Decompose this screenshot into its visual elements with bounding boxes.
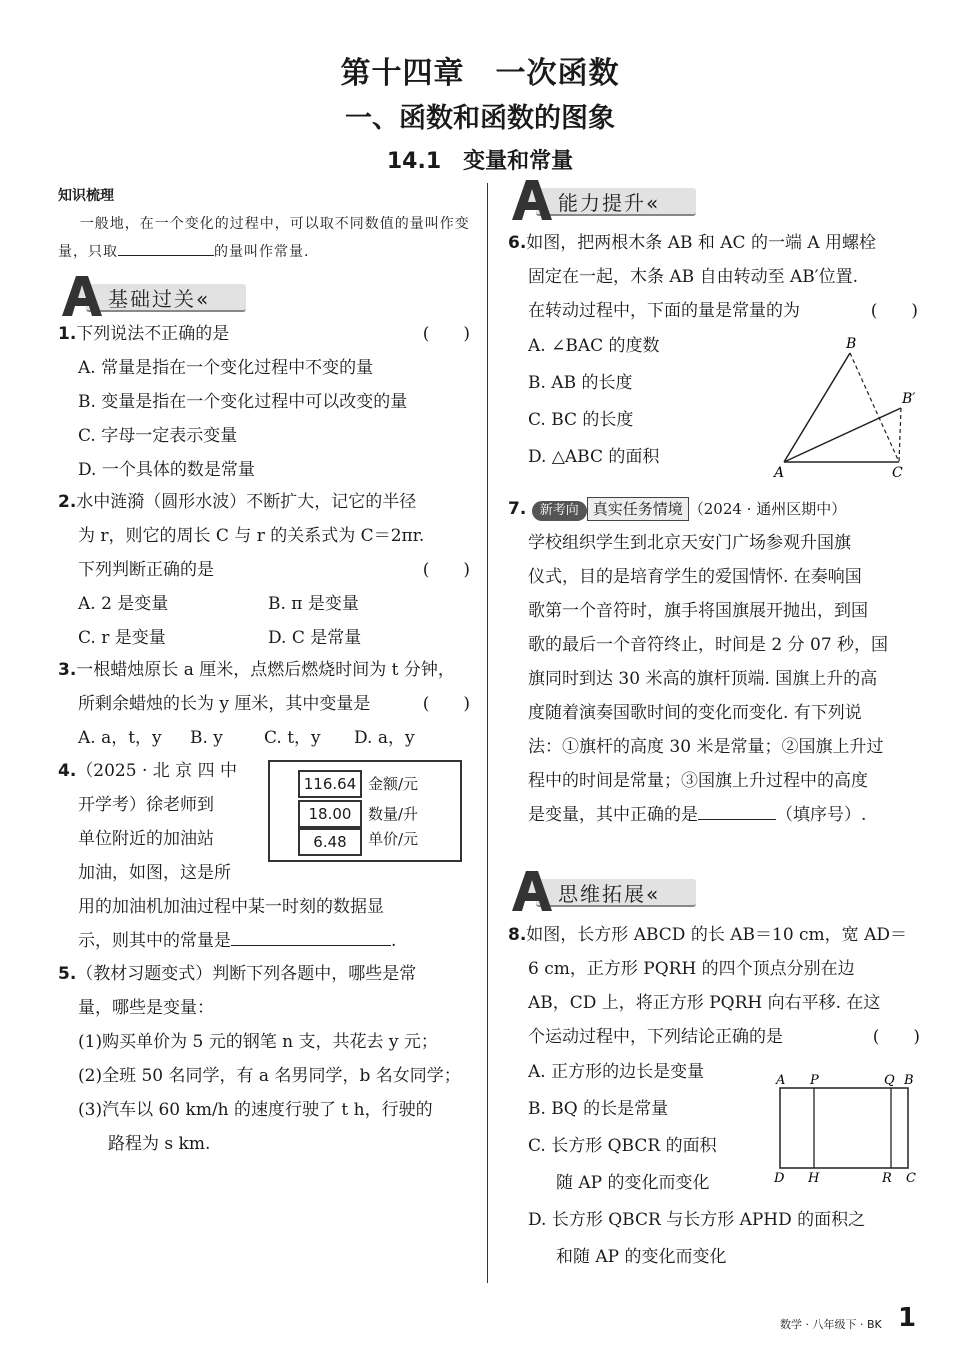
option-a: A. a，t，y <box>78 728 162 748</box>
option-d: D. a，y <box>354 728 415 748</box>
amount-value: 116.64 <box>298 770 362 798</box>
option-c: C. t，y <box>264 728 321 748</box>
question-3: 3.一根蜡烛原长 a 厘米，点燃后燃烧时间为 t 分钟， 所剩余蜡烛的长为 y 厘米，其中变量是 ( ) A. a，t，y B. y C. t，y D. a，y <box>58 653 470 755</box>
header-ability-label: 能力提升« <box>558 191 661 215</box>
question-1: 1.下列说法不正确的是 ( ) A. 常量是指在一个变化过程中不变的量 B. 变量是指在一个变化过程中可以改变的量 C. 字母一定表示变量 D. 一个具体的数是常量 <box>58 317 470 487</box>
option-b: B. AB 的长度 <box>528 373 633 393</box>
rectangle-figure <box>772 1070 922 1190</box>
option-a: A. 常量是指在一个变化过程中不变的量 <box>78 358 374 378</box>
option-c: C. BC 的长度 <box>528 410 634 430</box>
section-title: 一、函数和函数的图象 <box>345 103 615 134</box>
page-number: 1 <box>898 1303 917 1333</box>
label-Q: Q <box>884 1073 895 1088</box>
option-a: A. 正方形的边长是变量 <box>528 1062 705 1082</box>
question-8: 8.如图，长方形 ABCD 的长 AB＝10 cm，宽 AD＝ 6 cm，正方形 PQRH 的四个顶点分别在边 AB，CD 上，将正方形 PQRH 向右平移. 在这 个运动过程中，下列结论正确的是 ( ) A. 正方形的边长是变量 B. BQ 的长是常量 C. 长方形 QBCR 的面积 随 AP 的变化而变化 D. 长方形 QBCR 与长方形 APHD 的面积之 和随 AP 的变化而变化 <box>508 925 920 1267</box>
label-R: R <box>882 1171 892 1186</box>
section-a-icon <box>62 274 102 318</box>
label-A: A <box>774 465 785 481</box>
quantity-label: 数量/升 <box>368 805 419 823</box>
new-direction-tag: 新考向 <box>532 501 587 521</box>
question-5: 5.（教材习题变式）判断下列各题中，哪些是常 量，哪些是变量： (1)购买单价为 5 元的钢笔 n 支，共花去 y 元； (2)全班 50 名同学，有 a 名男同学，b 名女同学； (3)汽车以 60 km/h 的速度行驶了 t h，行驶的 路程为 s km. <box>58 964 461 1154</box>
label-B: B <box>904 1073 914 1088</box>
label-H: H <box>808 1171 820 1186</box>
question-6: 6.如图，把两根木条 AB 和 AC 的一端 A 用螺栓 固定在一起，木条 AB 自由转动至 AB′位置. 在转动过程中，下面的量是常量的为 ( ) A. ∠BAC 的度数 B. AB 的长度 C. BC 的长度 D. △ABC 的面积 <box>508 226 918 476</box>
footer-text: 数学 · 八年级下 · BK <box>780 1318 882 1331</box>
section-a-icon <box>512 178 552 222</box>
unit-price-value: 6.48 <box>298 828 362 856</box>
unit-price-label: 单价/元 <box>368 830 419 848</box>
answer-paren[interactable]: ( ) <box>422 560 470 580</box>
label-A: A <box>776 1073 786 1088</box>
header-basic <box>58 276 258 316</box>
question-4: 4.（2025 · 北 京 四 中 开学考）徐老师到 单位附近的加油站 加油，如图，这是所 用的加油机加油过程中某一时刻的数据显 示，则其中的常量是 . <box>58 761 397 951</box>
header-ability <box>508 180 708 220</box>
quantity-value: 18.00 <box>298 800 362 828</box>
subsection-title: 14.1 变量和常量 <box>386 149 574 174</box>
header-basic-label: 基础过关« <box>108 287 211 311</box>
option-a: A. ∠BAC 的度数 <box>528 336 660 356</box>
label-B-prime: B′ <box>902 391 916 407</box>
q7-blank[interactable] <box>698 805 776 820</box>
chapter-title: 第十四章 一次函数 <box>340 56 620 91</box>
knowledge-blank[interactable] <box>118 241 214 256</box>
section-a-icon <box>512 869 552 913</box>
question-2: 2.水中涟漪（圆形水波）不断扩大，记它的半径 为 r，则它的周长 C 与 r 的关系式为 C＝2πr. 下列判断正确的是 ( ) A. 2 是变量 B. π 是变量 C. r 是变量 D. C 是常量 <box>58 485 470 655</box>
label-P: P <box>810 1073 819 1088</box>
label-C: C <box>892 465 903 481</box>
question-7: 7. 新考向 真实任务情境 （2024 · 通州区期中） 学校组织学生到北京天安门广场参观升国旗 仪式，目的是培育学生的爱国情怀. 在奏响国 歌第一个音符时，旗手将国旗展开抛出，到国 歌的最后一个音符终止，时间是 2 分 07 秒，国 旗同时到达 30 米高的旗杆顶端. 国旗上升的高 度随着演奏国歌时间的变化而变化. 有下列说 法：①旗杆的高度 30 米是常量；②国旗上升过 程中的时间是常量；③国旗上升过程中的高度 是变量，其中正确的是 （填序号）. <box>508 499 889 825</box>
knowledge-text: 一般地，在一个变化的过程中，可以取不同数值的量叫作变量，只取 的量叫作常量. <box>58 216 470 260</box>
answer-paren[interactable]: ( ) <box>870 301 918 321</box>
fuel-pump-display <box>268 760 462 862</box>
option-d: D. 一个具体的数是常量 <box>78 460 255 480</box>
label-B: B <box>846 336 857 352</box>
label-D: D <box>774 1171 785 1186</box>
label-C: C <box>906 1171 916 1186</box>
option-d: D. 长方形 QBCR 与长方形 APHD 的面积之 <box>528 1210 866 1230</box>
option-c: C. r 是变量 <box>78 628 166 648</box>
option-a: A. 2 是变量 <box>78 594 169 614</box>
option-b: B. y <box>190 728 223 748</box>
column-divider <box>487 183 488 1283</box>
option-b: B. 变量是指在一个变化过程中可以改变的量 <box>78 392 408 412</box>
answer-paren[interactable]: ( ) <box>422 694 470 714</box>
option-b: B. BQ 的长是常量 <box>528 1099 669 1119</box>
amount-label: 金额/元 <box>368 775 419 793</box>
triangle-figure <box>770 335 930 485</box>
option-c: C. 字母一定表示变量 <box>78 426 238 446</box>
header-thinking-label: 思维拓展« <box>558 882 661 906</box>
header-thinking <box>508 871 708 911</box>
option-c: C. 长方形 QBCR 的面积 <box>528 1136 717 1156</box>
real-task-tag: 真实任务情境 <box>587 497 689 521</box>
q4-blank[interactable] <box>231 931 391 946</box>
option-b: B. π 是变量 <box>268 594 359 614</box>
option-d: D. △ABC 的面积 <box>528 447 660 467</box>
answer-paren[interactable]: ( ) <box>872 1027 920 1047</box>
option-d: D. C 是常量 <box>268 628 362 648</box>
knowledge-heading: 知识梳理 <box>58 188 114 204</box>
answer-paren[interactable]: ( ) <box>422 324 470 344</box>
